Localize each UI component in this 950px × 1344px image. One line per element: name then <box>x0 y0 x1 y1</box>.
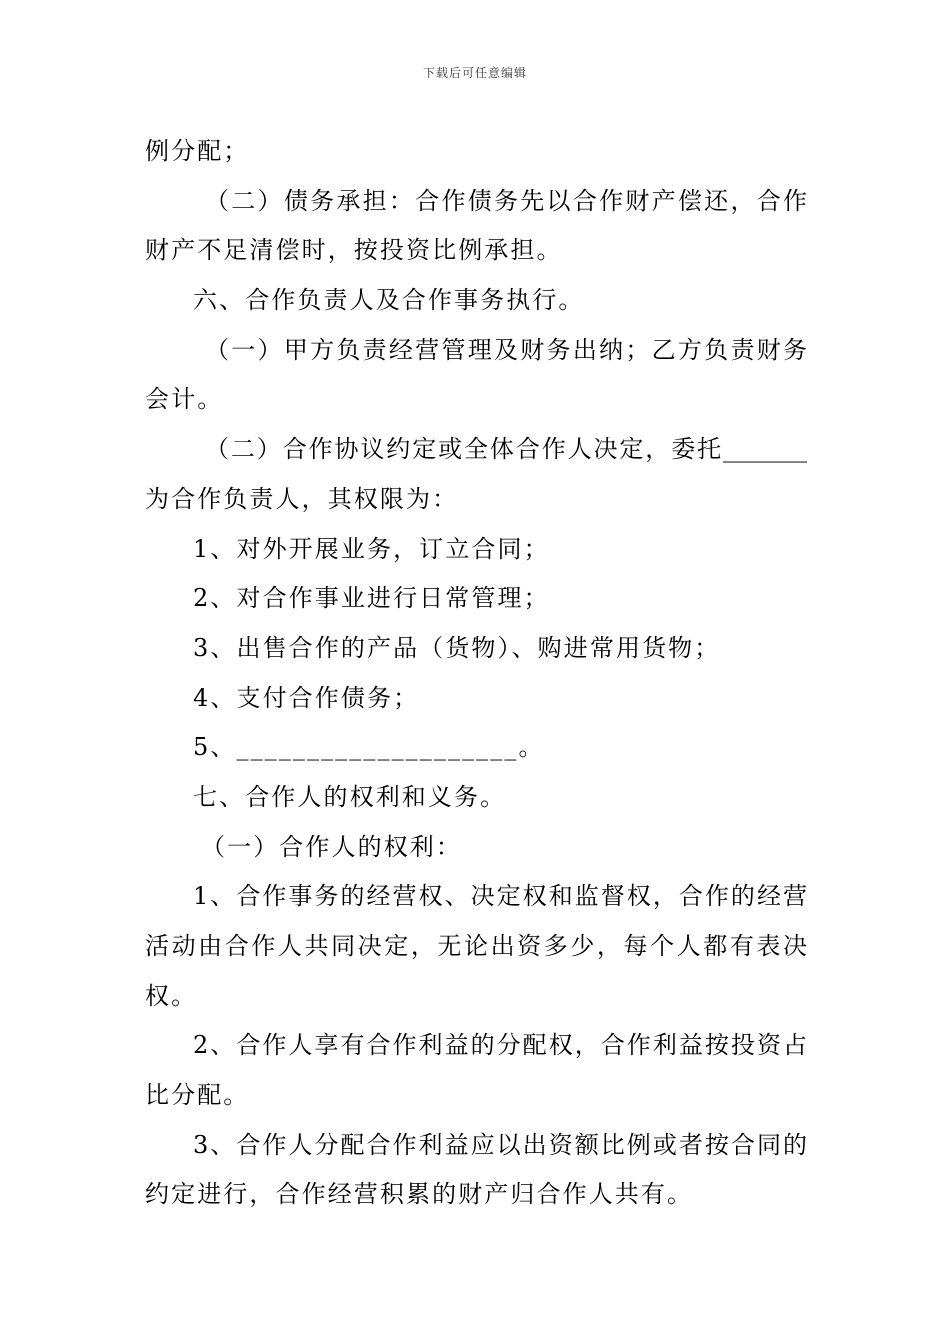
text-line: 财产不足清偿时，按投资比例承担。 <box>145 236 563 265</box>
text-line: 3、合作人分配合作利益应以出资额比例或者按合同的 <box>193 1130 807 1159</box>
text-line: 例分配； <box>145 137 250 165</box>
page-header: 下载后可任意编辑 <box>422 66 527 80</box>
text-line: 比分配。 <box>145 1081 250 1110</box>
text-line: 约定进行，合作经营积累的财产归合作人共有。 <box>145 1180 694 1209</box>
text-line: 5、____________________。 <box>193 733 545 762</box>
text-line: 2、合作人享有合作利益的分配权，合作利益按投资占 <box>193 1031 807 1060</box>
text-line: 1、对外开展业务，订立合同； <box>193 534 550 563</box>
text-line: （二）债务承担：合作债务先以合作财产偿还，合作 <box>205 186 807 215</box>
text-line: 权。 <box>145 981 198 1010</box>
text-line: 会计。 <box>145 385 224 414</box>
text-line: （二）合作协议约定或全体合作人决定，委托_______ <box>205 435 807 464</box>
text-line: 1、合作事务的经营权、决定权和监督权，合作的经营 <box>193 882 807 911</box>
text-line: 4、支付合作债务； <box>193 683 420 712</box>
text-line: 七、合作人的权利和义务。 <box>193 782 507 811</box>
text-line: 3、出售合作的产品（货物）、购进常用货物； <box>193 633 721 662</box>
document-body <box>145 127 807 1220</box>
text-line: （一）甲方负责经营管理及财务出纳；乙方负责财务 <box>205 335 807 364</box>
text-line: 2、对合作事业进行日常管理； <box>193 584 550 613</box>
text-line: 活动由合作人共同决定，无论出资多少，每个人都有表决 <box>145 932 807 960</box>
text-line: 六、合作负责人及合作事务执行。 <box>193 286 585 315</box>
text-line: 为合作负责人，其权限为： <box>145 484 459 513</box>
text-line: （一）合作人的权利： <box>201 832 462 861</box>
